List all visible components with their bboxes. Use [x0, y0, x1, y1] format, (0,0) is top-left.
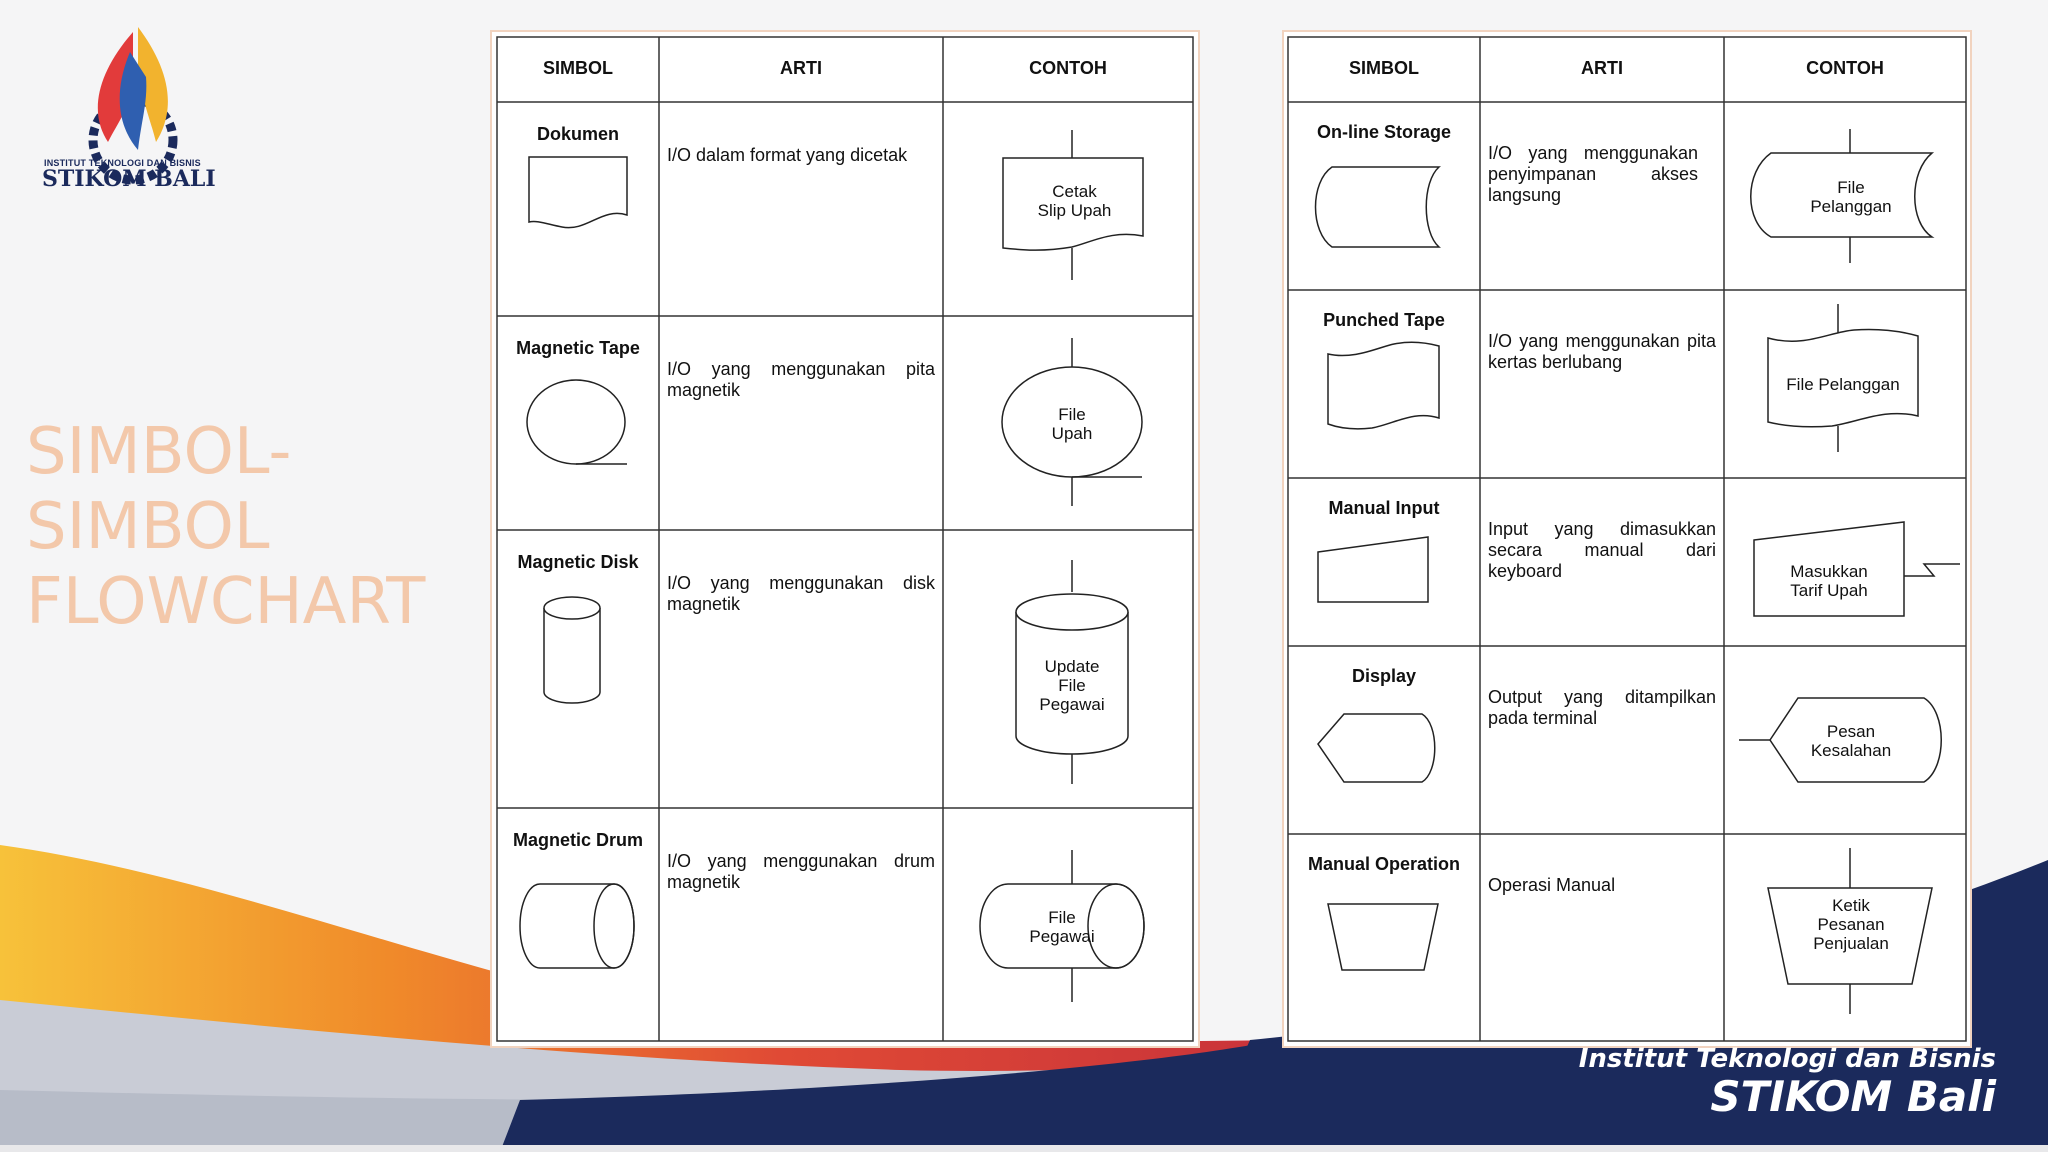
punched-tape-symbol [1328, 342, 1439, 429]
document-symbol [529, 157, 627, 228]
symbol-meaning: I/O dalam format yang dicetak [667, 145, 908, 165]
footer-stikom: STIKOM Bali [1710, 1072, 1996, 1121]
title-line-3: FLOWCHART [26, 565, 426, 639]
example-label: Update File Pegawai [1039, 657, 1105, 714]
manual-operation-symbol [1328, 904, 1438, 970]
example-label: File Pegawai [1029, 908, 1095, 946]
magnetic-disk-symbol [544, 608, 600, 703]
header-contoh: CONTOH [1806, 58, 1884, 78]
manual-input-symbol [1318, 537, 1428, 602]
symbol-meaning: Operasi Manual [1488, 875, 1616, 895]
symbol-meaning: Input yang dimasukkan secara manual dari keyboard [1488, 519, 1716, 581]
symbol-meaning: I/O yang menggunakan disk magnetik [667, 573, 935, 614]
title-line-2: SIMBOL [26, 490, 270, 564]
example-label: Pesan Kesalahan [1810, 722, 1892, 760]
header-contoh: CONTOH [1029, 58, 1107, 78]
symbol-name: Magnetic Disk [517, 552, 639, 572]
header-arti: ARTI [1581, 58, 1623, 78]
example-label: File Pelanggan [1786, 375, 1900, 394]
symbol-table-right [1282, 30, 1972, 1048]
symbol-table-left [490, 30, 1200, 1048]
online-storage-symbol [1316, 167, 1440, 247]
example-label: Ketik Pesanan Penjualan [1813, 896, 1889, 953]
symbol-meaning: I/O yang menggunakan penyimpanan akses langsung [1488, 143, 1698, 205]
symbol-name: On-line Storage [1316, 122, 1451, 142]
example-label: File Pelanggan [1810, 178, 1892, 216]
display-symbol [1318, 714, 1435, 782]
symbol-name: Dokumen [536, 124, 619, 144]
symbol-name: Manual Operation [1307, 854, 1460, 874]
header-simbol: SIMBOL [1349, 58, 1419, 78]
magnetic-tape-symbol [527, 380, 625, 464]
logo-text-institute: INSTITUT TEKNOLOGI DAN BISNIS [44, 158, 201, 168]
symbol-name: Display [1351, 666, 1417, 686]
header-arti: ARTI [780, 58, 822, 78]
example-label: Masukkan Tarif Upah [1790, 562, 1868, 600]
page-title [26, 415, 425, 640]
symbol-name: Manual Input [1328, 498, 1440, 518]
example-label: Cetak Slip Upah [1037, 182, 1112, 220]
title-line-1: SIMBOL- [26, 415, 292, 489]
logo-text-stikom: STIKOM BALI [42, 166, 216, 192]
header-simbol: SIMBOL [543, 58, 613, 78]
symbol-meaning: I/O yang menggunakan drum magnetik [667, 851, 935, 892]
symbol-meaning: I/O yang menggunakan pita magnetik [667, 359, 935, 400]
symbol-meaning: I/O yang menggunakan pita kertas berlubang [1488, 331, 1716, 372]
magnetic-drum-symbol [520, 884, 634, 968]
example-label: File Upah [1051, 405, 1093, 443]
symbol-name: Punched Tape [1323, 310, 1445, 330]
footer-institute: Institut Teknologi dan Bisnis [1578, 1044, 1996, 1074]
symbol-meaning: Output yang ditampilkan pada terminal [1488, 687, 1716, 728]
symbol-name: Magnetic Drum [512, 830, 644, 850]
symbol-name: Magnetic Tape [516, 338, 640, 358]
